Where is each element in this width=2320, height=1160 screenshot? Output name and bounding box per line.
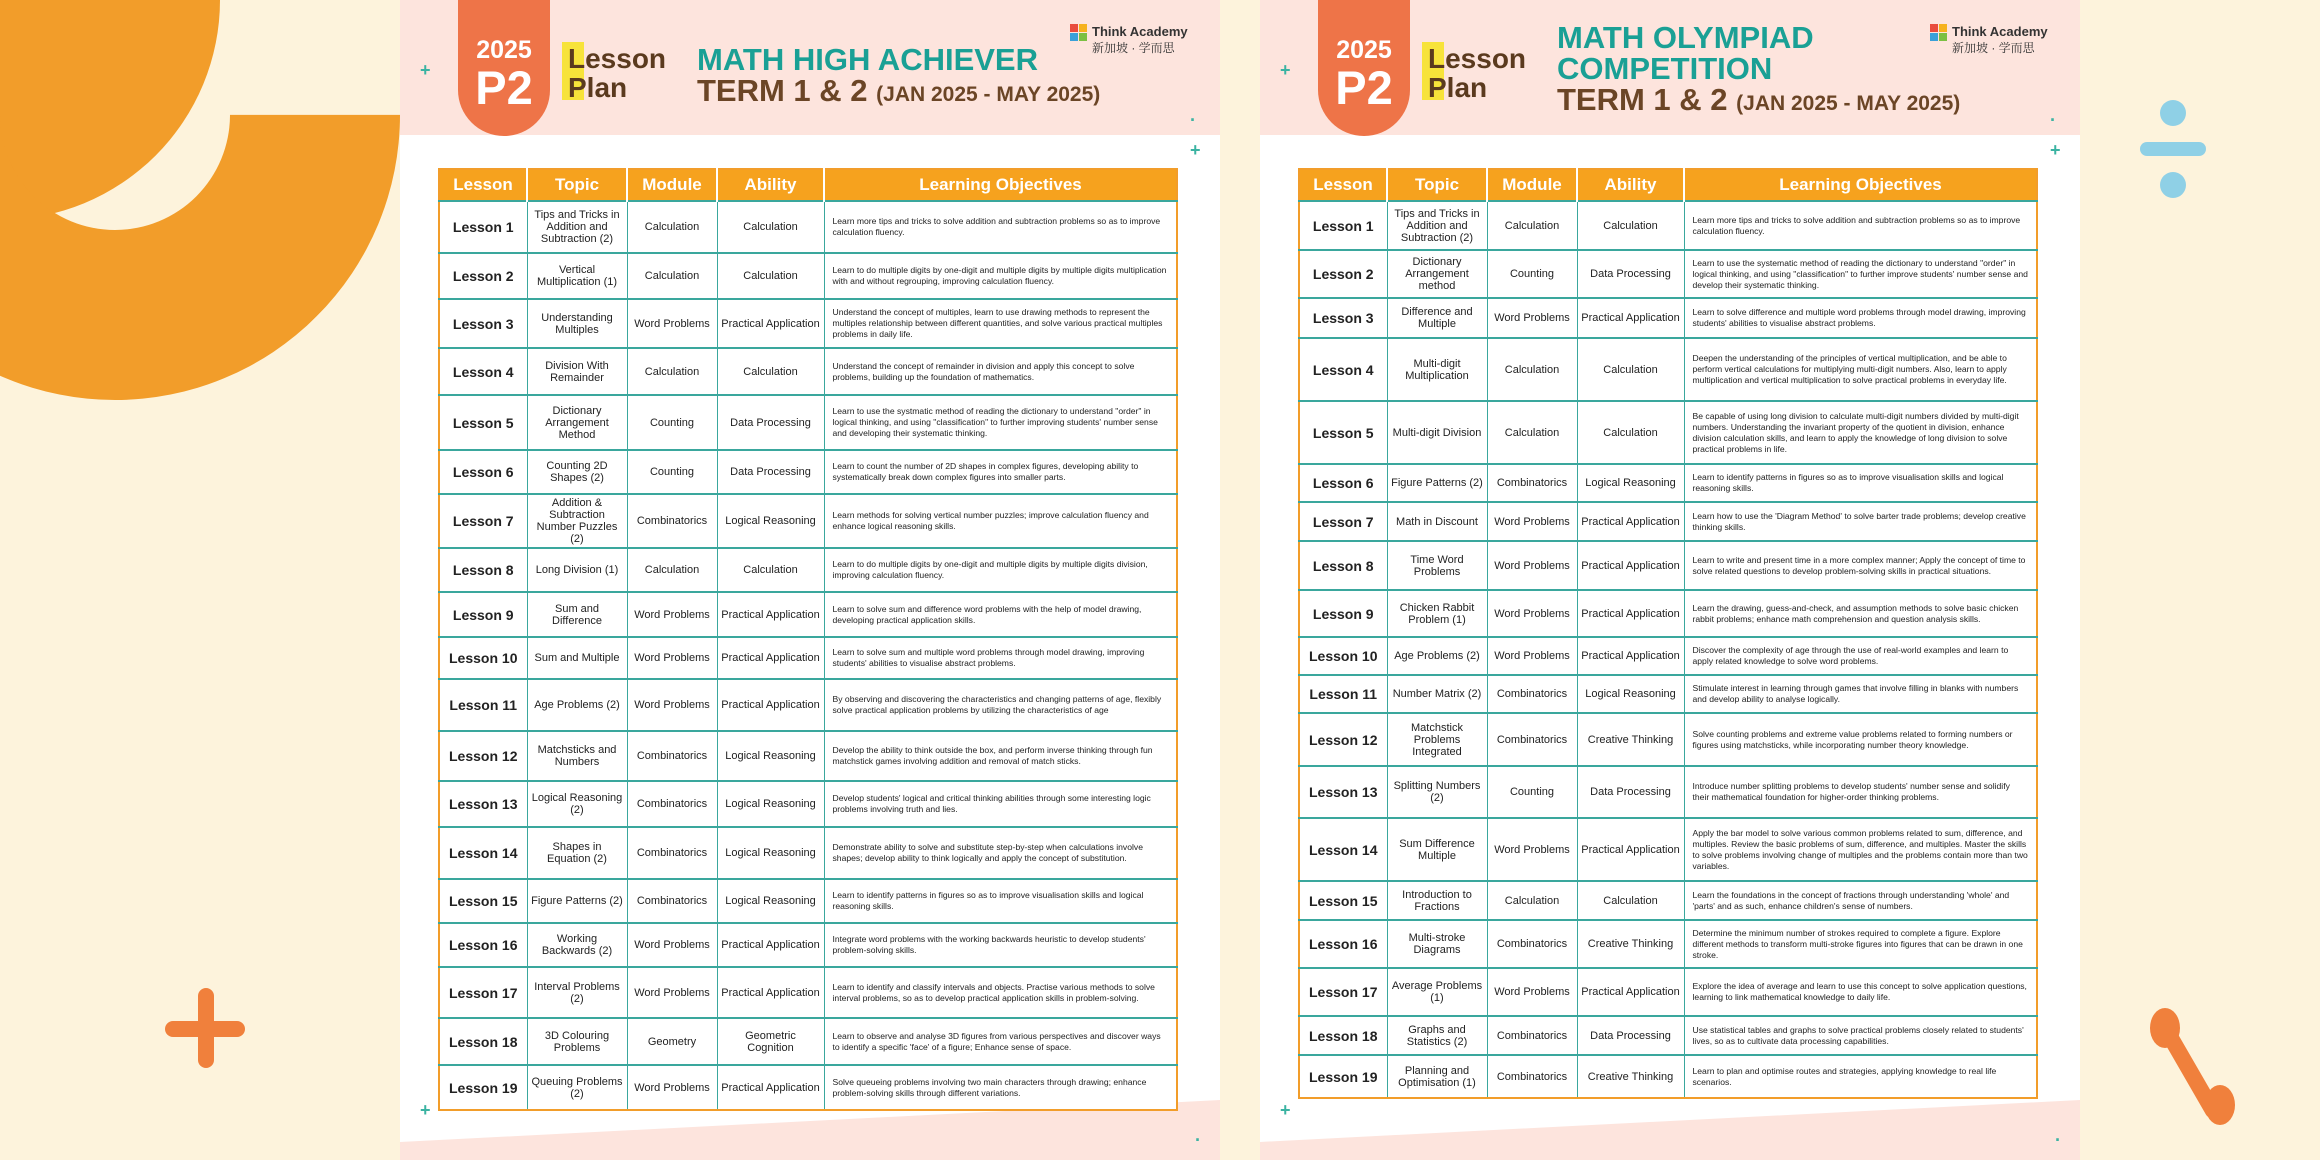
lesson-cell: Lesson 17: [439, 967, 527, 1018]
lesson-cell: Lesson 10: [439, 637, 527, 679]
lesson-cell: Lesson 4: [1299, 338, 1387, 401]
objective-cell: Learn more tips and tricks to solve addition and subtraction problems so as to improve calculation fluency.: [1684, 201, 2037, 250]
table-row: [439, 548, 1177, 592]
lesson-cell: Lesson 7: [439, 494, 527, 548]
lesson-plan-word-2: Plan: [568, 72, 628, 103]
logo-name: Think Academy: [1952, 24, 2048, 39]
decor-percent-icon: [2150, 1000, 2240, 1130]
lesson-cell: Lesson 2: [1299, 250, 1387, 298]
lesson-table: [1298, 168, 2038, 1099]
column-header: Ability: [717, 169, 824, 201]
program-title-line: COMPETITION: [1557, 51, 1773, 86]
decor-sparkle-icon: +: [1280, 60, 1291, 80]
program-title-line: MATH OLYMPIAD: [1557, 20, 1814, 55]
objective-cell: Understand the concept of multiples, learn to use drawing methods to represent the multiples relationship between different quantities, and solve various practical multiples problems in daily life.: [824, 299, 1177, 348]
objective-cell: Understand the concept of remainder in division and apply this concept to solve problems, building up the foundation of mathematics.: [824, 348, 1177, 395]
ability-cell: Calculation: [1577, 881, 1684, 920]
topic-cell: Introduction to Fractions: [1387, 881, 1487, 920]
table-row: [439, 781, 1177, 827]
module-cell: Counting: [1487, 250, 1577, 298]
objective-cell: Solve counting problems and extreme value problems related to forming numbers or figures using matchsticks, while incorporating number theory knowledge.: [1684, 713, 2037, 766]
module-cell: Calculation: [627, 548, 717, 592]
table-row: [439, 923, 1177, 967]
topic-cell: Long Division (1): [527, 548, 627, 592]
logo-mark-icon: [1070, 24, 1088, 42]
title-block: [697, 44, 1100, 111]
topic-cell: Chicken Rabbit Problem (1): [1387, 590, 1487, 637]
module-cell: Calculation: [1487, 201, 1577, 250]
topic-cell: Division With Remainder: [527, 348, 627, 395]
ability-cell: Practical Application: [1577, 502, 1684, 541]
objective-cell: Solve queueing problems involving two main characters through drawing; enhance problem-solving skills through different variations.: [824, 1065, 1177, 1110]
objective-cell: Learn to identify and classify intervals and objects. Practise various methods to solve interval problems, so as to develop practical application skills in problem-solving.: [824, 967, 1177, 1018]
table-row: [1299, 766, 2037, 818]
module-cell: Combinatorics: [627, 827, 717, 879]
topic-cell: 3D Colouring Problems: [527, 1018, 627, 1065]
ability-cell: Practical Application: [717, 1065, 824, 1110]
topic-cell: Multi-digit Multiplication: [1387, 338, 1487, 401]
table-row: [1299, 713, 2037, 766]
topic-cell: Logical Reasoning (2): [527, 781, 627, 827]
badge-level: P2: [475, 61, 533, 114]
decor-sparkle-icon: +: [1280, 1100, 1291, 1120]
topic-cell: Multi-stroke Diagrams: [1387, 920, 1487, 968]
title-block: [1557, 22, 1960, 120]
module-cell: Word Problems: [627, 637, 717, 679]
objective-cell: Apply the bar model to solve various common problems related to sum, difference, and multiples. Review the basic problems of sum, difference, and multiples. Master the skills to solve problems involving change of multiples and the problems contain more than two variables.: [1684, 818, 2037, 881]
table-row: [439, 494, 1177, 548]
term-label: TERM 1 & 2: [1557, 82, 1728, 117]
module-cell: Combinatorics: [627, 879, 717, 923]
topic-cell: Tips and Tricks in Addition and Subtraction (2): [1387, 201, 1487, 250]
topic-cell: Sum and Difference: [527, 592, 627, 637]
module-cell: Counting: [627, 450, 717, 494]
module-cell: Combinatorics: [1487, 1016, 1577, 1055]
table-row: [1299, 541, 2037, 590]
decor-sparkle-icon: +: [420, 60, 431, 80]
decor-plus-icon: [165, 988, 245, 1068]
module-cell: Combinatorics: [1487, 675, 1577, 713]
badge-year: 2025: [476, 36, 532, 64]
ability-cell: Calculation: [717, 201, 824, 253]
ability-cell: Practical Application: [717, 679, 824, 731]
objective-cell: Learn to do multiple digits by one-digit and multiple digits by multiple digits multiplication with and without regrouping, improving calculation fluency.: [824, 253, 1177, 299]
lesson-cell: Lesson 13: [1299, 766, 1387, 818]
ability-cell: Practical Application: [717, 967, 824, 1018]
lesson-cell: Lesson 13: [439, 781, 527, 827]
table-row: [1299, 502, 2037, 541]
column-header: Module: [627, 169, 717, 201]
topic-cell: Shapes in Equation (2): [527, 827, 627, 879]
ability-cell: Calculation: [717, 548, 824, 592]
module-cell: Counting: [1487, 766, 1577, 818]
ability-cell: Data Processing: [1577, 1016, 1684, 1055]
ability-cell: Data Processing: [1577, 250, 1684, 298]
objective-cell: Learn to write and present time in a more complex manner; Apply the concept of time to solve related questions to develop problem-solving skills in practical situations.: [1684, 541, 2037, 590]
table-row: [439, 1018, 1177, 1065]
ability-cell: Geometric Cognition: [717, 1018, 824, 1065]
badge-level: P2: [1335, 61, 1393, 114]
ability-cell: Practical Application: [1577, 541, 1684, 590]
module-cell: Combinatorics: [627, 494, 717, 548]
module-cell: Calculation: [1487, 401, 1577, 464]
module-cell: Calculation: [627, 348, 717, 395]
module-cell: Word Problems: [627, 1065, 717, 1110]
topic-cell: Figure Patterns (2): [527, 879, 627, 923]
lesson-plan-word-2: Plan: [1428, 72, 1488, 103]
lesson-table: [438, 168, 1178, 1111]
objective-cell: Discover the complexity of age through the use of real-world examples and learn to apply related knowledge to solve word problems.: [1684, 637, 2037, 675]
table-row: [439, 967, 1177, 1018]
topic-cell: Figure Patterns (2): [1387, 464, 1487, 502]
ability-cell: Creative Thinking: [1577, 920, 1684, 968]
ability-cell: Logical Reasoning: [717, 879, 824, 923]
ability-cell: Practical Application: [1577, 590, 1684, 637]
objective-cell: Be capable of using long division to calculate multi-digit numbers divided by multi-digit numbers. Understanding the invariant property of the quotient in division, enhance division calculation skills, and learn to apply the knowledge of long division to solve practical problems in life.: [1684, 401, 2037, 464]
topic-cell: Counting 2D Shapes (2): [527, 450, 627, 494]
lesson-cell: Lesson 4: [439, 348, 527, 395]
module-cell: Combinatorics: [1487, 464, 1577, 502]
objective-cell: Learn more tips and tricks to solve addition and subtraction problems so as to improve calculation fluency.: [824, 201, 1177, 253]
lesson-cell: Lesson 11: [1299, 675, 1387, 713]
ability-cell: Practical Application: [717, 592, 824, 637]
ability-cell: Calculation: [717, 253, 824, 299]
table-row: [439, 201, 1177, 253]
lesson-cell: Lesson 6: [1299, 464, 1387, 502]
topic-cell: Multi-digit Division: [1387, 401, 1487, 464]
lesson-cell: Lesson 12: [1299, 713, 1387, 766]
column-header: Topic: [1387, 169, 1487, 201]
topic-cell: Graphs and Statistics (2): [1387, 1016, 1487, 1055]
lesson-cell: Lesson 9: [439, 592, 527, 637]
module-cell: Word Problems: [1487, 590, 1577, 637]
topic-cell: Matchstick Problems Integrated: [1387, 713, 1487, 766]
topic-cell: Difference and Multiple: [1387, 298, 1487, 338]
ability-cell: Practical Application: [1577, 637, 1684, 675]
term-line: [1557, 84, 1960, 120]
term-dates: (JAN 2025 - MAY 2025): [876, 83, 1101, 106]
objective-cell: Learn to identify patterns in figures so as to improve visualisation skills and logical reasoning skills.: [824, 879, 1177, 923]
objective-cell: Learn how to use the 'Diagram Method' to solve barter trade problems; develop creative thinking skills.: [1684, 502, 2037, 541]
lesson-cell: Lesson 18: [1299, 1016, 1387, 1055]
objective-cell: Introduce number splitting problems to develop students' number sense and solidify their mathematical foundation for higher-order thinking problems.: [1684, 766, 2037, 818]
table-row: [1299, 250, 2037, 298]
table-row: [1299, 675, 2037, 713]
ability-cell: Practical Application: [717, 637, 824, 679]
table-row: [439, 879, 1177, 923]
objective-cell: Learn to use the systmatic method of reading the dictionary to understand "order" in logical thinking, and using "classification" to further improving students' number sense and developing their systematic thinking.: [824, 395, 1177, 450]
topic-cell: Sum Difference Multiple: [1387, 818, 1487, 881]
table-row: [1299, 1016, 2037, 1055]
ability-cell: Logical Reasoning: [1577, 464, 1684, 502]
module-cell: Combinatorics: [627, 731, 717, 781]
logo-mark-icon: [1930, 24, 1948, 42]
objective-cell: Develop students' logical and critical thinking abilities through some interesting logic problems involving truth and lies.: [824, 781, 1177, 827]
objective-cell: Learn to plan and optimise routes and strategies, applying knowledge to real life scenarios.: [1684, 1055, 2037, 1098]
table-row: [1299, 338, 2037, 401]
term-label: TERM 1 & 2: [697, 73, 868, 108]
program-title-line: MATH HIGH ACHIEVER: [697, 42, 1038, 77]
lesson-plan-label: [568, 44, 666, 102]
module-cell: Word Problems: [627, 679, 717, 731]
table-row: [439, 827, 1177, 879]
module-cell: Calculation: [1487, 881, 1577, 920]
ability-cell: Calculation: [717, 348, 824, 395]
lesson-cell: Lesson 3: [1299, 298, 1387, 338]
lesson-plan-word-1: Lesson: [568, 43, 667, 74]
ability-cell: Creative Thinking: [1577, 713, 1684, 766]
decor-sparkle-icon: ·: [2050, 110, 2056, 130]
column-header: Topic: [527, 169, 627, 201]
table-row: [1299, 920, 2037, 968]
topic-cell: Interval Problems (2): [527, 967, 627, 1018]
module-cell: Word Problems: [1487, 818, 1577, 881]
topic-cell: Dictionary Arrangement method: [1387, 250, 1487, 298]
objective-cell: Learn methods for solving vertical number puzzles; improve calculation fluency and enhance logical reasoning skills.: [824, 494, 1177, 548]
lesson-cell: Lesson 6: [439, 450, 527, 494]
table-header-row: [439, 169, 1177, 201]
level-badge: [458, 0, 550, 136]
objective-cell: Learn to do multiple digits by one-digit and multiple digits by multiple digits division, improving calculation fluency.: [824, 548, 1177, 592]
table-row: [439, 348, 1177, 395]
term-dates: (JAN 2025 - MAY 2025): [1736, 92, 1961, 115]
objective-cell: Learn the drawing, guess-and-check, and assumption methods to solve basic chicken rabbit problems; enhance math comprehension and question analysis skills.: [1684, 590, 2037, 637]
column-header: Ability: [1577, 169, 1684, 201]
table-row: [439, 731, 1177, 781]
ability-cell: Logical Reasoning: [717, 731, 824, 781]
objective-cell: Develop the ability to think outside the box, and perform inverse thinking through fun matchstick games involving addition and removal of match sticks.: [824, 731, 1177, 781]
lesson-cell: Lesson 11: [439, 679, 527, 731]
module-cell: Word Problems: [627, 299, 717, 348]
ability-cell: Practical Application: [717, 299, 824, 348]
table-header-row: [1299, 169, 2037, 201]
lesson-cell: Lesson 19: [439, 1065, 527, 1110]
objective-cell: Learn the foundations in the concept of fractions through understanding 'whole' and 'parts' and as such, enhance children's sense of numbers.: [1684, 881, 2037, 920]
module-cell: Word Problems: [627, 967, 717, 1018]
table-row: [439, 592, 1177, 637]
objective-cell: Determine the minimum number of strokes required to complete a figure. Explore different methods to transform multi-stroke figures into figures that can be drawn in one stroke.: [1684, 920, 2037, 968]
lesson-cell: Lesson 19: [1299, 1055, 1387, 1098]
table-row: [1299, 201, 2037, 250]
objective-cell: Explore the idea of average and learn to use this concept to solve application questions, learning to link mathematical knowledge to daily life.: [1684, 968, 2037, 1016]
lesson-cell: Lesson 8: [1299, 541, 1387, 590]
column-header: Lesson: [1299, 169, 1387, 201]
module-cell: Word Problems: [1487, 502, 1577, 541]
topic-cell: Math in Discount: [1387, 502, 1487, 541]
ability-cell: Calculation: [1577, 201, 1684, 250]
ability-cell: Data Processing: [717, 395, 824, 450]
module-cell: Calculation: [627, 253, 717, 299]
badge-year: 2025: [1336, 36, 1392, 64]
topic-cell: Vertical Multiplication (1): [527, 253, 627, 299]
lesson-cell: Lesson 7: [1299, 502, 1387, 541]
table-row: [1299, 818, 2037, 881]
objective-cell: Integrate word problems with the working backwards heuristic to develop students' problem-solving skills.: [824, 923, 1177, 967]
lesson-cell: Lesson 16: [1299, 920, 1387, 968]
topic-cell: Number Matrix (2): [1387, 675, 1487, 713]
topic-cell: Age Problems (2): [1387, 637, 1487, 675]
objective-cell: Demonstrate ability to solve and substitute step-by-step when calculations involve shapes; develop ability to think logically and apply the concept of substitution.: [824, 827, 1177, 879]
ability-cell: Practical Application: [1577, 818, 1684, 881]
table-row: [439, 679, 1177, 731]
module-cell: Word Problems: [1487, 541, 1577, 590]
topic-cell: Tips and Tricks in Addition and Subtraction (2): [527, 201, 627, 253]
decor-sparkle-icon: ·: [2055, 1130, 2061, 1150]
table-row: [1299, 1055, 2037, 1098]
objective-cell: Learn to solve sum and multiple word problems through model drawing, improving students' abilities to visualise abstract problems.: [824, 637, 1177, 679]
lesson-cell: Lesson 1: [1299, 201, 1387, 250]
ability-cell: Logical Reasoning: [717, 781, 824, 827]
column-header: Learning Objectives: [1684, 169, 2037, 201]
ability-cell: Data Processing: [1577, 766, 1684, 818]
decor-sparkle-icon: ·: [1190, 110, 1196, 130]
table-row: [1299, 881, 2037, 920]
topic-cell: Matchsticks and Numbers: [527, 731, 627, 781]
lesson-cell: Lesson 10: [1299, 637, 1387, 675]
lesson-cell: Lesson 15: [439, 879, 527, 923]
lesson-cell: Lesson 12: [439, 731, 527, 781]
module-cell: Combinatorics: [627, 781, 717, 827]
module-cell: Counting: [627, 395, 717, 450]
lesson-cell: Lesson 14: [439, 827, 527, 879]
objective-cell: Use statistical tables and graphs to solve practical problems closely related to students' lives, so as to cultivate data processing capabilities.: [1684, 1016, 2037, 1055]
lesson-plan-panel: [1260, 0, 2080, 1160]
objective-cell: Learn to count the number of 2D shapes in complex figures, developing ability to systematically break down complex figures into smaller parts.: [824, 450, 1177, 494]
lesson-plan-label: [1428, 44, 1526, 102]
table-row: [1299, 298, 2037, 338]
objective-cell: Stimulate interest in learning through games that involve filling in blanks with numbers and develop ability to analyse logically.: [1684, 675, 2037, 713]
decor-sparkle-icon: ·: [1195, 1130, 1201, 1150]
module-cell: Word Problems: [1487, 968, 1577, 1016]
ability-cell: Logical Reasoning: [1577, 675, 1684, 713]
module-cell: Word Problems: [1487, 298, 1577, 338]
lesson-cell: Lesson 17: [1299, 968, 1387, 1016]
column-header: Module: [1487, 169, 1577, 201]
objective-cell: By observing and discovering the characteristics and changing patterns of age, flexibly solve practical application problems by utilizing the characteristics of age: [824, 679, 1177, 731]
logo-cn: 新加坡 · 学而思: [1092, 41, 1175, 55]
table-row: [439, 395, 1177, 450]
ability-cell: Practical Application: [717, 923, 824, 967]
objective-cell: Learn to use the systematic method of reading the dictionary to understand "order" in logical thinking, and using "classification" to further improve students' number sense and develop their systematic thinking.: [1684, 250, 2037, 298]
table-row: [439, 637, 1177, 679]
level-badge: [1318, 0, 1410, 136]
objective-cell: Learn to solve difference and multiple word problems through model drawing, improving students' abilities to visualise abstract problems.: [1684, 298, 2037, 338]
logo-name: Think Academy: [1092, 24, 1188, 39]
table-row: [439, 299, 1177, 348]
ability-cell: Creative Thinking: [1577, 1055, 1684, 1098]
ability-cell: Logical Reasoning: [717, 494, 824, 548]
ability-cell: Data Processing: [717, 450, 824, 494]
decor-sparkle-icon: +: [2050, 140, 2061, 160]
topic-cell: Addition & Subtraction Number Puzzles (2): [527, 494, 627, 548]
topic-cell: Age Problems (2): [527, 679, 627, 731]
lesson-cell: Lesson 1: [439, 201, 527, 253]
module-cell: Geometry: [627, 1018, 717, 1065]
lesson-cell: Lesson 3: [439, 299, 527, 348]
ability-cell: Practical Application: [1577, 968, 1684, 1016]
topic-cell: Time Word Problems: [1387, 541, 1487, 590]
module-cell: Word Problems: [627, 592, 717, 637]
column-header: Learning Objectives: [824, 169, 1177, 201]
lesson-plan-panel: [400, 0, 1220, 1160]
decor-sparkle-icon: +: [1190, 140, 1201, 160]
ability-cell: Logical Reasoning: [717, 827, 824, 879]
topic-cell: Planning and Optimisation (1): [1387, 1055, 1487, 1098]
lesson-cell: Lesson 5: [1299, 401, 1387, 464]
module-cell: Word Problems: [1487, 637, 1577, 675]
ability-cell: Practical Application: [1577, 298, 1684, 338]
lesson-cell: Lesson 15: [1299, 881, 1387, 920]
lesson-cell: Lesson 2: [439, 253, 527, 299]
term-line: [697, 75, 1100, 111]
lesson-cell: Lesson 16: [439, 923, 527, 967]
table-row: [1299, 637, 2037, 675]
topic-cell: Average Problems (1): [1387, 968, 1487, 1016]
table-row: [1299, 590, 2037, 637]
decor-divide-icon: [2140, 100, 2206, 200]
table-row: [439, 253, 1177, 299]
lesson-cell: Lesson 5: [439, 395, 527, 450]
footer-background: [1260, 1100, 2080, 1160]
module-cell: Combinatorics: [1487, 713, 1577, 766]
lesson-cell: Lesson 18: [439, 1018, 527, 1065]
column-header: Lesson: [439, 169, 527, 201]
topic-cell: Working Backwards (2): [527, 923, 627, 967]
ability-cell: Calculation: [1577, 401, 1684, 464]
lesson-plan-word-1: Lesson: [1428, 43, 1527, 74]
objective-cell: Learn to solve sum and difference word problems with the help of model drawing, developing practical application skills.: [824, 592, 1177, 637]
table-row: [1299, 464, 2037, 502]
topic-cell: Dictionary Arrangement Method: [527, 395, 627, 450]
lesson-cell: Lesson 14: [1299, 818, 1387, 881]
table-row: [439, 1065, 1177, 1110]
lesson-cell: Lesson 9: [1299, 590, 1387, 637]
table-row: [439, 450, 1177, 494]
topic-cell: Understanding Multiples: [527, 299, 627, 348]
objective-cell: Learn to identify patterns in figures so as to improve visualisation skills and logical reasoning skills.: [1684, 464, 2037, 502]
module-cell: Combinatorics: [1487, 1055, 1577, 1098]
module-cell: Combinatorics: [1487, 920, 1577, 968]
objective-cell: Learn to observe and analyse 3D figures from various perspectives and discover ways to identify a specific 'face' of a figure; Enhance sense of space.: [824, 1018, 1177, 1065]
topic-cell: Queuing Problems (2): [527, 1065, 627, 1110]
logo-cn: 新加坡 · 学而思: [1952, 41, 2035, 55]
ability-cell: Calculation: [1577, 338, 1684, 401]
decor-sparkle-icon: +: [420, 1100, 431, 1120]
module-cell: Calculation: [1487, 338, 1577, 401]
topic-cell: Splitting Numbers (2): [1387, 766, 1487, 818]
module-cell: Calculation: [627, 201, 717, 253]
table-row: [1299, 968, 2037, 1016]
lesson-cell: Lesson 8: [439, 548, 527, 592]
topic-cell: Sum and Multiple: [527, 637, 627, 679]
objective-cell: Deepen the understanding of the principles of vertical multiplication, and be able to perform vertical calculations for multiplying multi-digit numbers. Also, learn to apply multiplication and vertical multiplication to solve practical problems in everyday life.: [1684, 338, 2037, 401]
table-row: [1299, 401, 2037, 464]
module-cell: Word Problems: [627, 923, 717, 967]
